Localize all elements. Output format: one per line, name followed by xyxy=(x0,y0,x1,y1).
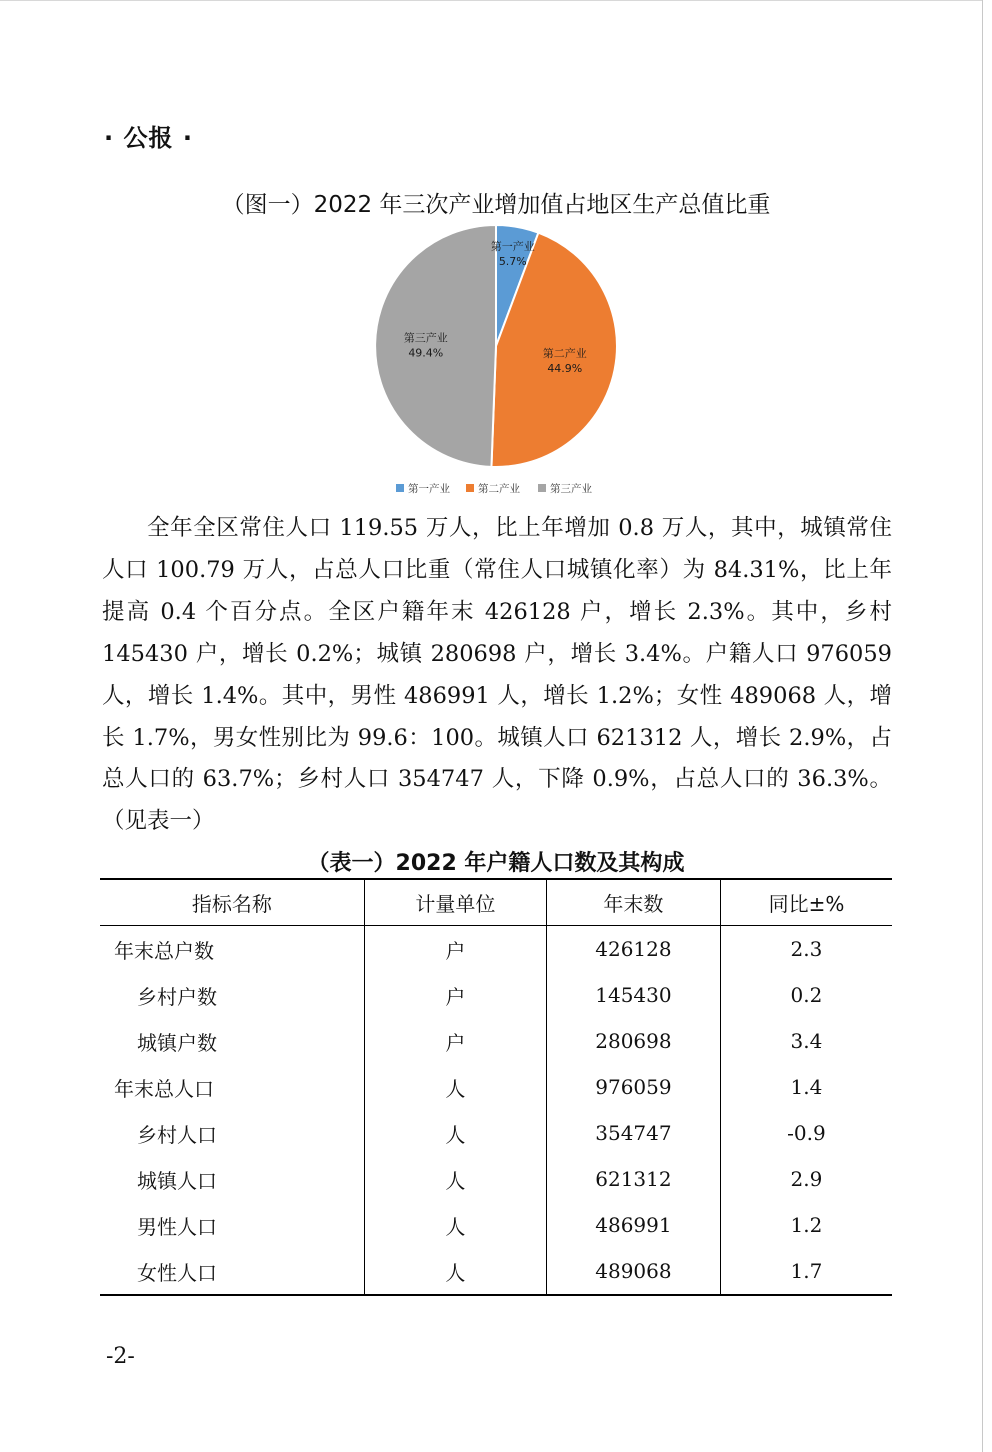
row-year-end-value: 976059 xyxy=(546,1064,720,1110)
row-unit: 人 xyxy=(364,1248,546,1295)
row-year-end-value: 486991 xyxy=(546,1202,720,1248)
header-yoy: 同比±% xyxy=(720,879,892,926)
page-number: -2- xyxy=(106,1344,135,1369)
pie-category-label: 第三产业 xyxy=(403,331,448,345)
row-yoy-percent: 1.2 xyxy=(720,1202,892,1248)
table-row xyxy=(100,1202,892,1248)
header-indicator: 指标名称 xyxy=(191,892,272,916)
row-yoy-percent: 2.3 xyxy=(720,926,892,973)
row-yoy-percent: 1.4 xyxy=(720,1064,892,1110)
industry-pie-chart xyxy=(370,218,622,508)
row-indicator-name: 城镇人口 xyxy=(137,1168,217,1193)
row-year-end-value: 621312 xyxy=(546,1156,720,1202)
row-unit: 人 xyxy=(364,1064,546,1110)
row-unit: 户 xyxy=(364,1018,546,1064)
pie-value-label: 49.4% xyxy=(408,346,444,360)
row-year-end-value: 145430 xyxy=(546,972,720,1018)
legend-swatch xyxy=(538,484,546,492)
row-indicator-name: 城镇户数 xyxy=(137,1030,217,1055)
legend-label: 第二产业 xyxy=(478,483,520,495)
table-row xyxy=(100,1248,892,1295)
table-row xyxy=(100,926,892,973)
pie-category-label: 第一产业 xyxy=(490,240,535,254)
pie-category-label: 第二产业 xyxy=(542,346,587,360)
bulletin-header: · 公报 · xyxy=(104,124,193,152)
row-indicator-name: 女性人口 xyxy=(137,1260,217,1285)
row-year-end-value: 489068 xyxy=(546,1248,720,1295)
row-unit: 户 xyxy=(364,972,546,1018)
row-year-end-value: 354747 xyxy=(546,1110,720,1156)
row-indicator-name: 乡村户数 xyxy=(137,984,217,1009)
row-unit: 人 xyxy=(364,1110,546,1156)
table-row xyxy=(100,1110,892,1156)
table-header-row xyxy=(100,879,892,926)
row-indicator-name: 乡村人口 xyxy=(137,1122,217,1147)
table-row xyxy=(100,1064,892,1110)
row-indicator-name: 年末总户数 xyxy=(114,938,214,963)
pie-legend xyxy=(396,482,592,495)
table-row xyxy=(100,1156,892,1202)
row-year-end-value: 280698 xyxy=(546,1018,720,1064)
row-unit: 户 xyxy=(364,926,546,973)
figure-title: （图一）2022 年三次产业增加值占地区生产总值比重 xyxy=(221,192,771,218)
row-yoy-percent: 1.7 xyxy=(720,1248,892,1295)
legend-swatch xyxy=(466,484,474,492)
header-unit: 计量单位 xyxy=(364,879,546,926)
row-yoy-percent: -0.9 xyxy=(720,1110,892,1156)
population-paragraph xyxy=(102,508,892,843)
legend-label: 第一产业 xyxy=(408,483,450,495)
row-indicator-name: 男性人口 xyxy=(137,1214,217,1239)
legend-label: 第三产业 xyxy=(550,483,592,495)
table-title: （表一）2022 年户籍人口数及其构成 xyxy=(307,851,685,876)
paragraph-text: 全年全区常住人口 119.55 万人，比上年增加 0.8 万人，其中，城镇常住人口 100.79 万人，占总人口比重（常住人口城镇化率）为 84.31%，比上年提高 0.4 个百分点。全区户籍年末 426128 户，增长 2.3%。其中，乡村 145430 户，增长 0.2%；城镇 280698 户，增长 3.4%。户籍人口 976059 人，增长 1.4%。其中，男性 486991 人，增长 1.2%；女性 489068 人，增长 1.7%，男女性别比为 99.6：100。城镇人口 621312 人，增长 2.9%，占总人口的 63.7%；乡村人口 354747 人，下降 0.9%，占总人口的 36.3%。（见表一） xyxy=(102,515,892,835)
row-indicator-name: 年末总人口 xyxy=(114,1076,214,1101)
header-year-end: 年末数 xyxy=(546,879,720,926)
table-row xyxy=(100,1018,892,1064)
row-yoy-percent: 0.2 xyxy=(720,972,892,1018)
table-row xyxy=(100,972,892,1018)
row-yoy-percent: 3.4 xyxy=(720,1018,892,1064)
row-yoy-percent: 2.9 xyxy=(720,1156,892,1202)
legend-swatch xyxy=(396,484,404,492)
pie-value-label: 5.7% xyxy=(498,255,527,269)
row-unit: 人 xyxy=(364,1156,546,1202)
pie-value-label: 44.9% xyxy=(547,361,583,375)
page-top-edge xyxy=(0,0,982,1)
household-population-table xyxy=(100,878,892,1296)
row-year-end-value: 426128 xyxy=(546,926,720,973)
row-unit: 人 xyxy=(364,1202,546,1248)
